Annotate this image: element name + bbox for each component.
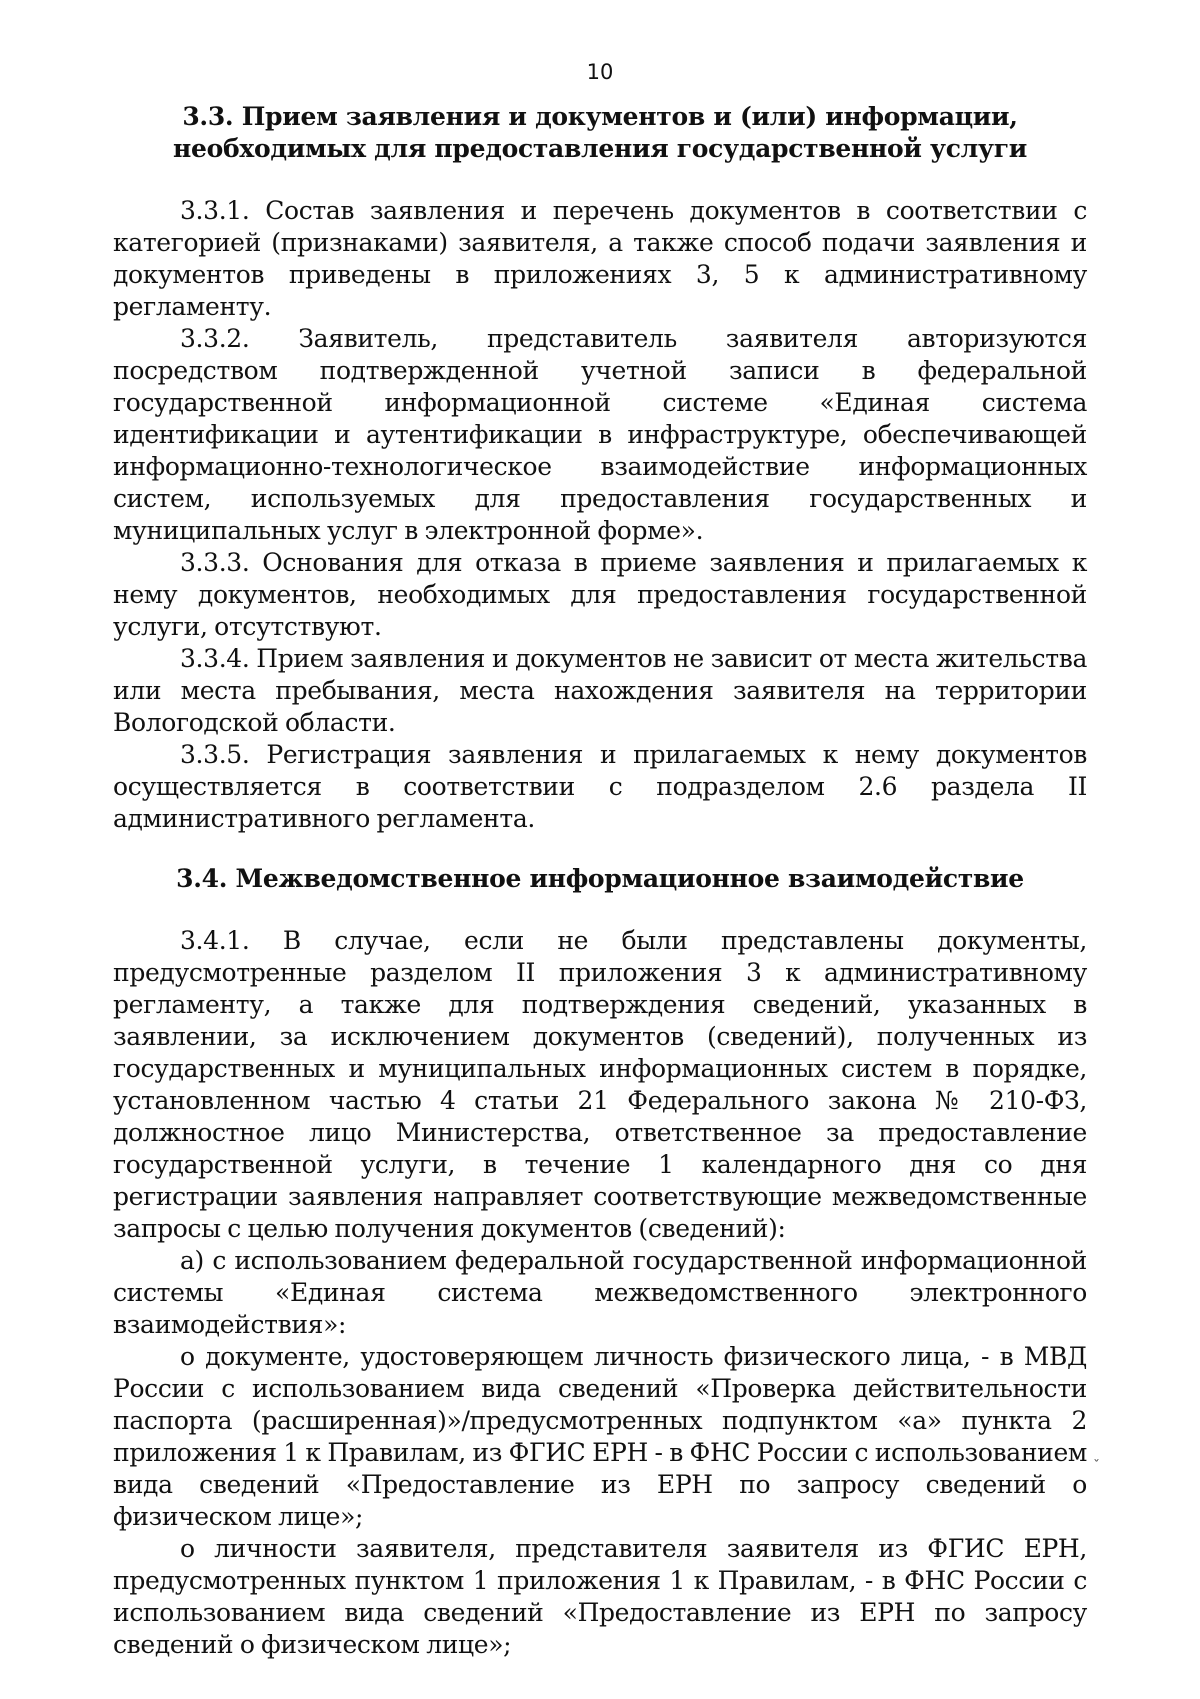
section-3-4-heading: 3.4. Межведомственное информационное взаимодействие: [176, 864, 1024, 894]
paragraph-3-3-4: 3.3.4. Прием заявления и документов не зависит от места жительства или места пребывания, места нахождения заявителя на территории Вологодской области.: [113, 644, 1087, 738]
paragraph-3-3-5: 3.3.5. Регистрация заявления и прилагаемых к нему документов осуществляется в соответствии с подразделом 2.6 раздела II административного регламента.: [113, 740, 1087, 834]
section-3-3-heading: [113, 101, 1087, 165]
scan-mark: ˇ: [1093, 1458, 1100, 1474]
paragraph-3-3-3: 3.3.3. Основания для отказа в приеме заявления и прилагаемых к нему документов, необходимых для предоставления государственной услуги, отсутствуют.: [113, 548, 1087, 642]
paragraph-3-4-1: 3.4.1. В случае, если не были представлены документы, предусмотренные разделом II приложения 3 к административному регламенту, а также для подтверждения сведений, указанных в заявлении, за исключением документов (сведений), полученных из государственных и муниципальных информационных систем в порядке, установленном частью 4 статьи 21 Федерального закона № 210-ФЗ, должностное лицо Министерства, ответственное за предоставление государственной услуги, в течение 1 календарного дня со дня регистрации заявления направляет соответствующие межведомственные запросы с целью получения документов (сведений):: [113, 926, 1087, 1244]
paragraph-identity-document: о документе, удостоверяющем личность физического лица, - в МВД России с использованием вида сведений «Проверка действительности паспорта (расширенная)»/предусмотренных подпунктом «а» пункта 2 приложения 1 к Правилам, из ФГИС ЕРН - в ФНС России с использованием вида сведений «Предоставление из ЕРН по запросу сведений о физическом лице»;: [113, 1342, 1087, 1532]
paragraph-3-3-2: 3.3.2. Заявитель, представитель заявителя авторизуются посредством подтвержденной учетной записи в федеральной государственной информационной системе «Единая система идентификации и аутентификации в инфраструктуре, обеспечивающей информационно-технологическое взаимодействие информационных систем, используемых для предоставления государственных и муниципальных услуг в электронной форме».: [113, 324, 1087, 546]
section-3-3-heading-line-1: 3.3. Прием заявления и документов и (или) информации,: [182, 102, 1018, 132]
paragraph-3-4-1-a: а) с использованием федеральной государственной информационной системы «Единая система межведомственного электронного взаимодействия»:: [113, 1246, 1087, 1340]
page-number: 10: [586, 60, 614, 84]
page-content: [113, 60, 1087, 1661]
section-3-3-heading-line-2: необходимых для предоставления государственной услуги: [173, 134, 1027, 164]
paragraph-3-3-1: 3.3.1. Состав заявления и перечень документов в соответствии с категорией (признаками) заявителя, а также способ подачи заявления и документов приведены в приложениях 3, 5 к административному регламенту.: [113, 196, 1087, 322]
paragraph-applicant-identity: о личности заявителя, представителя заявителя из ФГИС ЕРН, предусмотренных пунктом 1 приложения 1 к Правилам, - в ФНС России с использованием вида сведений «Предоставление из ЕРН по запросу сведений о физическом лице»;: [113, 1534, 1087, 1660]
